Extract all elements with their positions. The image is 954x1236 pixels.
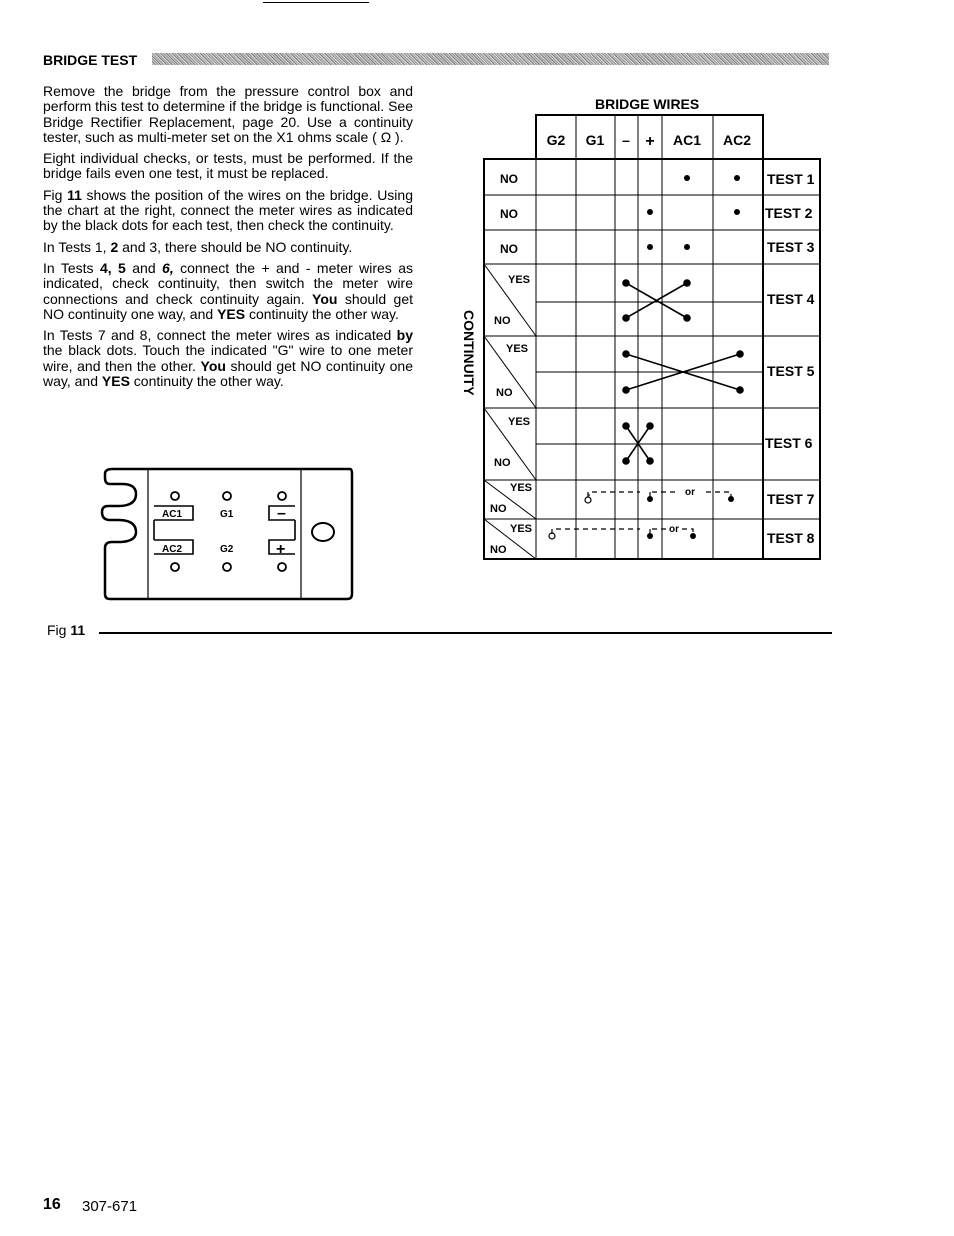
dot-test3-ac1 bbox=[684, 244, 690, 250]
column-header-g1: G1 bbox=[585, 132, 605, 148]
document-number: 307-671 bbox=[82, 1198, 138, 1215]
body-text bbox=[43, 84, 413, 395]
bridge-label-g2: G2 bbox=[220, 544, 234, 555]
row-label-test3-no: NO bbox=[500, 242, 518, 256]
bridge-label-plus: + bbox=[276, 541, 286, 558]
bridge-diagram bbox=[96, 466, 356, 602]
bridge-label-ac2: AC2 bbox=[162, 544, 183, 555]
continuity-label bbox=[461, 310, 477, 410]
paragraph-tests-4-6: In Tests 4, 5 and 6, connect the + and - meter wires as indicated, check continuity, then switch the meter wire connections and check continuity again. You should get NO continuity one way, and YES continuity the other way. bbox=[43, 259, 413, 322]
dot-test8-plus bbox=[647, 533, 653, 539]
paragraph-eight-checks: Eight individual checks, or tests, must be performed. If the bridge fails even one test, it must be replaced. bbox=[43, 150, 413, 182]
test-label-4: TEST 4 bbox=[767, 291, 815, 307]
row-label-test1-no: NO bbox=[500, 172, 518, 186]
row-label-test8-no: NO bbox=[490, 544, 507, 556]
column-header-minus: – bbox=[622, 132, 630, 148]
top-rule bbox=[263, 2, 369, 3]
test-label-7: TEST 7 bbox=[767, 491, 815, 507]
dot-test7-plus bbox=[647, 496, 653, 502]
test-label-5: TEST 5 bbox=[767, 363, 815, 379]
column-header-ac2: AC2 bbox=[722, 132, 752, 148]
column-header-ac1: AC1 bbox=[672, 132, 702, 148]
bridge-label-minus: – bbox=[277, 505, 286, 522]
test-label-8: TEST 8 bbox=[767, 530, 815, 546]
page-number: 16 bbox=[43, 1196, 61, 1213]
test-label-3: TEST 3 bbox=[767, 239, 815, 255]
row-label-test5-no: NO bbox=[496, 387, 513, 399]
dot-test2-ac2 bbox=[734, 209, 740, 215]
dot-test7-g1 bbox=[585, 497, 591, 503]
paragraph-intro: Remove the bridge from the pressure control box and perform this test to determine if the bridge is functional. See Bridge Rectifier Replacement, page 20. Use a continuity tester, such as multi-meter set on the X1 ohms scale ( Ω ). bbox=[43, 83, 413, 145]
figure-caption: Fig 11 bbox=[47, 622, 86, 638]
section-title: BRIDGE TEST bbox=[43, 52, 138, 68]
column-header-plus: + bbox=[645, 133, 655, 150]
row-label-test6-no: NO bbox=[494, 457, 511, 469]
test-label-1: TEST 1 bbox=[767, 171, 815, 187]
dot-test2-plus bbox=[647, 209, 653, 215]
dot-test4-yes-ac1 bbox=[684, 280, 690, 286]
dot-test7-ac2 bbox=[728, 496, 734, 502]
row-label-test7-no: NO bbox=[490, 503, 507, 515]
dot-test5-no-minus bbox=[623, 387, 629, 393]
dot-test1-ac2 bbox=[734, 175, 740, 181]
figure-rule bbox=[99, 632, 832, 634]
row-label-test6-yes: YES bbox=[508, 416, 531, 428]
test8-or: or bbox=[669, 524, 679, 535]
chart-title: BRIDGE WIRES bbox=[595, 96, 700, 112]
paragraph-tests-7-8: In Tests 7 and 8, connect the meter wires as indicated by the black dots. Touch the indicated "G" wire to one meter wire, and then the other. You should get NO continuity one way, and YES continuity the other way. bbox=[43, 327, 413, 390]
dot-test6-yes-plus bbox=[647, 423, 653, 429]
row-label-test8-yes: YES bbox=[510, 523, 533, 535]
bridge-test-chart bbox=[480, 112, 830, 564]
dot-test6-yes-minus bbox=[623, 423, 629, 429]
dot-test5-no-ac2 bbox=[737, 387, 743, 393]
test-label-2: TEST 2 bbox=[765, 205, 813, 221]
row-label-test4-yes: YES bbox=[508, 274, 531, 286]
row-label-test4-no: NO bbox=[494, 315, 511, 327]
test7-or: or bbox=[685, 487, 695, 498]
dot-test5-yes-ac2 bbox=[737, 351, 743, 357]
bridge-label-g1: G1 bbox=[220, 509, 234, 520]
column-header-g2: G2 bbox=[546, 132, 566, 148]
paragraph-fig-reference: Fig 11 shows the position of the wires on the bridge. Using the chart at the right, connect the meter wires as indicated by the black dots for each test, then check the continuity. bbox=[43, 186, 413, 234]
dot-test3-plus bbox=[647, 244, 653, 250]
dot-test6-no-plus bbox=[647, 458, 653, 464]
dot-test4-yes-minus bbox=[623, 280, 629, 286]
dot-test1-ac1 bbox=[684, 175, 690, 181]
dot-test4-no-ac1 bbox=[684, 315, 690, 321]
section-title-bar bbox=[152, 53, 829, 65]
bridge-label-ac1: AC1 bbox=[162, 509, 183, 520]
row-label-test2-no: NO bbox=[500, 207, 518, 221]
dot-test8-ac1 bbox=[690, 533, 696, 539]
svg-text:CONTINUITY: CONTINUITY bbox=[461, 310, 477, 396]
row-label-test5-yes: YES bbox=[506, 343, 529, 355]
dot-test5-yes-minus bbox=[623, 351, 629, 357]
dot-test4-no-minus bbox=[623, 315, 629, 321]
test-label-6: TEST 6 bbox=[765, 435, 813, 451]
dot-test6-no-minus bbox=[623, 458, 629, 464]
row-label-test7-yes: YES bbox=[510, 482, 533, 494]
paragraph-tests-1-3: In Tests 1, 2 and 3, there should be NO continuity. bbox=[43, 238, 353, 255]
